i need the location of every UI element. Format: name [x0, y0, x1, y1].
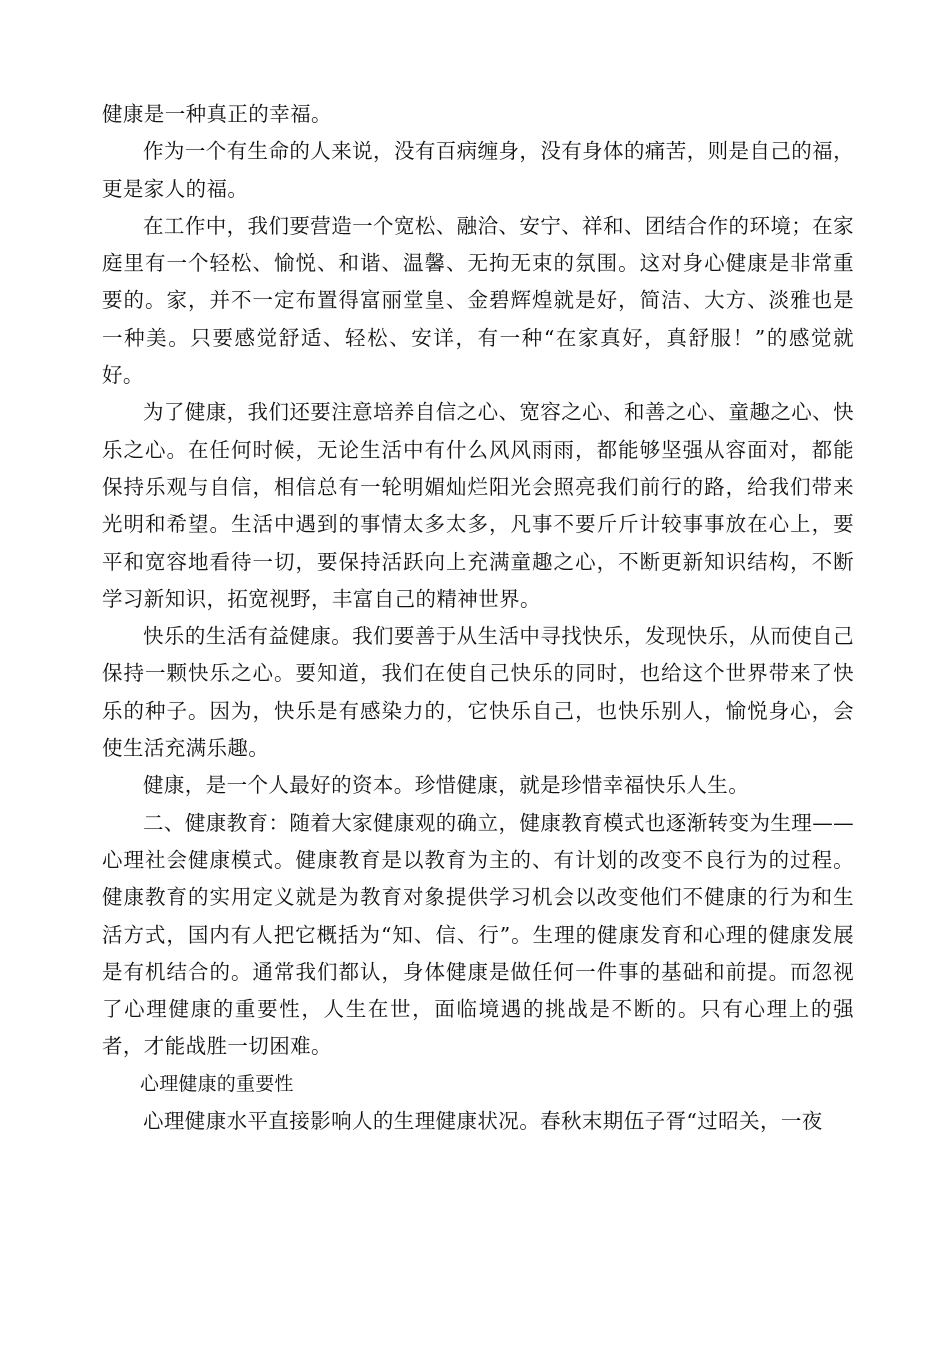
paragraph-environment: 在工作中，我们要营造一个宽松、融洽、安宁、祥和、团结合作的环境；在家庭里有一个轻松、愉悦、和谐、温馨、无拘无束的氛围。这对身心健康是非常重要的。家，并不一定布置得富丽堂皇、金碧辉煌就是好，简洁、大方、淡雅也是一种美。只要感觉舒适、轻松、安详，有一种“在家真好，真舒服！”的感觉就好。 — [102, 213, 854, 388]
document-body — [102, 96, 854, 1140]
paragraph-health-education: 二、健康教育：随着大家健康观的确立，健康教育模式也逐渐转变为生理——心理社会健康模式。健康教育是以教育为主的、有计划的改变不良行为的过程。健康教育的实用定义就是为教育对象提供学习机会以改变他们不健康的行为和生活方式，国内有人把它概括为“知、信、行”。生理的健康发育和心理的健康发展是有机结合的。通常我们都认，身体健康是做任何一件事的基础和前提。而忽视了心理健康的重要性，人生在世，面临境遇的挑战是不断的。只有心理上的强者，才能战胜一切困难。 — [102, 810, 854, 1059]
paragraph-mental-health: 心理健康水平直接影响人的生理健康状况。春秋末期伍子胥“过昭关，一夜 — [143, 1109, 823, 1134]
paragraph-blessing: 作为一个有生命的人来说，没有百病缠身，没有身体的痛苦，则是自己的福，更是家人的福。 — [102, 139, 854, 201]
paragraph-happy-life: 快乐的生活有益健康。我们要善于从生活中寻找快乐，发现快乐，从而使自己保持一颗快乐之心。要知道，我们在使自己快乐的同时，也给这个世界带来了快乐的种子。因为，快乐是有感染力的，它快乐自己，也快乐别人，愉悦身心，会使生活充满乐趣。 — [102, 624, 854, 761]
section-heading: 心理健康的重要性 — [140, 1072, 294, 1095]
paragraph-health-capital: 健康，是一个人最好的资本。珍惜健康，就是珍惜幸福快乐人生。 — [143, 773, 750, 798]
paragraph-mindset: 为了健康，我们还要注意培养自信之心、宽容之心、和善之心、童趣之心、快乐之心。在任何时候，无论生活中有什么风风雨雨，都能够坚强从容面对，都能保持乐观与自信，相信总有一轮明媚灿烂阳光会照亮我们前行的路，给我们带来光明和希望。生活中遇到的事情太多太多，凡事不要斤斤计较事事放在心上，要平和宽容地看待一切，要保持活跃向上充满童趣之心，不断更新知识结构，不断学习新知识，拓宽视野，丰富自己的精神世界。 — [102, 400, 854, 611]
paragraph-health-happiness: 健康是一种真正的幸福。 — [102, 102, 332, 126]
